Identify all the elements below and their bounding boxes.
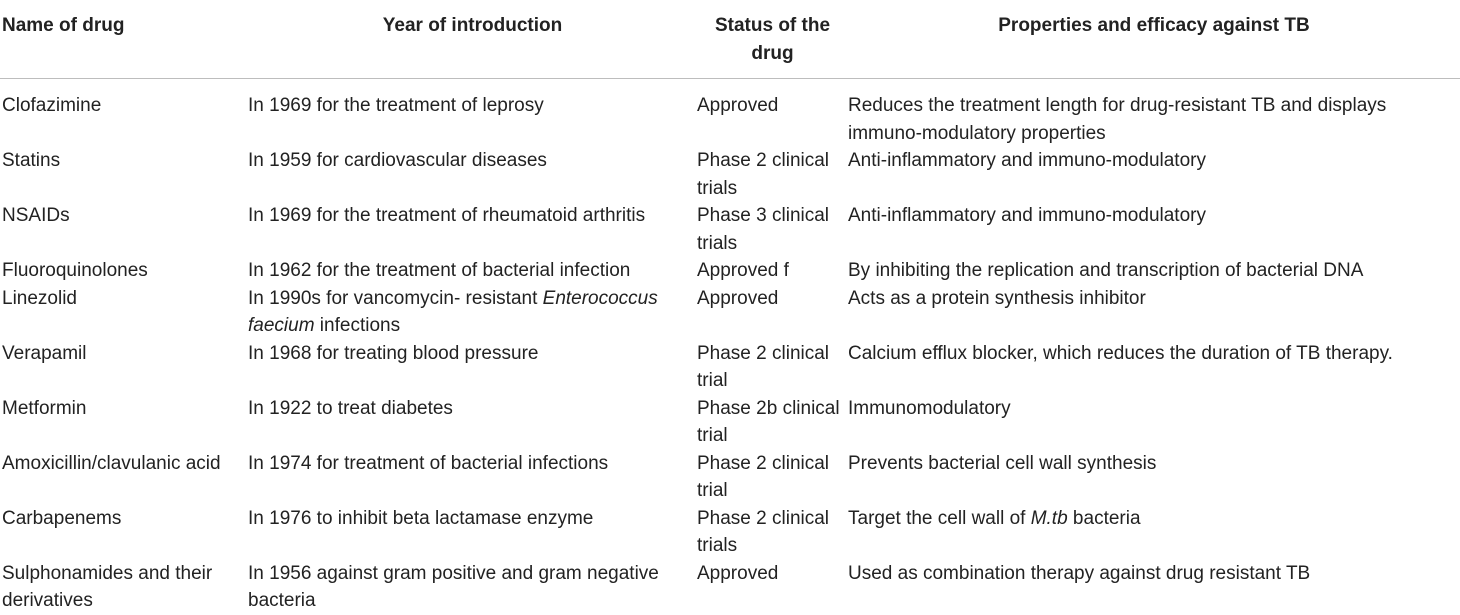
drug-name-cell: Amoxicillin/clavulanic acid [2, 452, 221, 474]
properties-cell: Prevents bacterial cell wall synthesis [848, 452, 1157, 474]
year-cell: In 1968 for treating blood pressure [248, 342, 539, 364]
header-status: Status of the drug [714, 15, 831, 64]
year-cell: In 1959 for cardiovascular diseases [248, 150, 547, 171]
drug-name-cell: Linezolid [2, 287, 77, 309]
status-cell: Approved f [697, 260, 789, 281]
table-row [0, 202, 1460, 257]
properties-cell: Reduces the treatment length for drug-resistant TB and displays immuno-modulatory properties [848, 95, 1387, 144]
properties-cell: Immunomodulatory [848, 397, 1011, 419]
table-body [0, 79, 1460, 615]
table-row [0, 395, 1460, 450]
status-cell: Phase 3 clinical trials [697, 205, 830, 254]
drug-name-cell: Metformin [2, 397, 87, 419]
year-cell: In 1969 for the treatment of leprosy [248, 95, 544, 116]
status-cell: Phase 2 clinical trials [697, 150, 830, 199]
properties-cell: Calcium efflux blocker, which reduces the duration of TB therapy. [848, 342, 1393, 364]
properties-cell [848, 505, 1460, 560]
year-cell: In 1974 for treatment of bacterial infections [248, 452, 609, 474]
table-row [0, 505, 1460, 560]
properties-text-suffix: bacteria [1067, 507, 1141, 529]
year-cell: In 1956 against gram positive and gram negative bacteria [248, 562, 659, 611]
status-cell: Phase 2 clinical trial [697, 342, 830, 391]
status-cell: Phase 2b clinical trial [697, 397, 840, 446]
status-cell: Approved [697, 287, 779, 309]
table-row [0, 560, 1460, 615]
table-row [0, 285, 1460, 340]
drug-name-cell: NSAIDs [2, 205, 70, 226]
year-text-suffix: infections [314, 315, 401, 336]
year-cell: In 1969 for the treatment of rheumatoid arthritis [248, 205, 646, 226]
year-cell: In 1976 to inhibit beta lactamase enzyme [248, 507, 594, 529]
year-cell: In 1922 to treat diabetes [248, 397, 453, 419]
properties-cell: Used as combination therapy against drug resistant TB [848, 562, 1311, 584]
organism-abbrev-italic: M.tb [1030, 507, 1068, 529]
header-name-of-drug: Name of drug [2, 15, 125, 36]
header-year-of-introduction: Year of introduction [382, 15, 563, 36]
header-properties: Properties and efficacy against TB [998, 15, 1310, 36]
year-text: In 1990s for vancomycin- resistant [248, 287, 543, 309]
properties-text: Target the cell wall of [848, 507, 1031, 529]
drug-name-cell: Statins [2, 150, 61, 171]
status-cell: Phase 2 clinical trial [697, 452, 830, 501]
table-row [0, 147, 1460, 202]
status-cell: Approved [697, 95, 779, 116]
header-row [0, 0, 1460, 79]
table-row [0, 450, 1460, 505]
drug-name-cell: Carbapenems [2, 507, 122, 529]
table-row [0, 340, 1460, 395]
year-cell [248, 285, 697, 340]
organism-name-italic: Enterococcus faecium [248, 287, 658, 336]
drug-name-cell: Clofazimine [2, 95, 102, 116]
drug-name-cell: Sulphonamides and their derivatives [2, 562, 213, 611]
year-cell: In 1962 for the treatment of bacterial infection [248, 260, 631, 281]
status-cell: Phase 2 clinical trials [697, 507, 830, 556]
properties-cell: Anti-inflammatory and immuno-modulatory [848, 150, 1206, 171]
status-cell: Approved [697, 562, 779, 584]
drug-name-cell: Verapamil [2, 342, 87, 364]
properties-cell: Acts as a protein synthesis inhibitor [848, 287, 1146, 309]
table-header [0, 0, 1460, 79]
drug-name-cell: Fluoroquinolones [2, 260, 148, 281]
table-row [0, 79, 1460, 148]
table-row [0, 257, 1460, 285]
properties-cell: By inhibiting the replication and transcription of bacterial DNA [848, 260, 1364, 281]
properties-cell: Anti-inflammatory and immuno-modulatory [848, 205, 1206, 226]
